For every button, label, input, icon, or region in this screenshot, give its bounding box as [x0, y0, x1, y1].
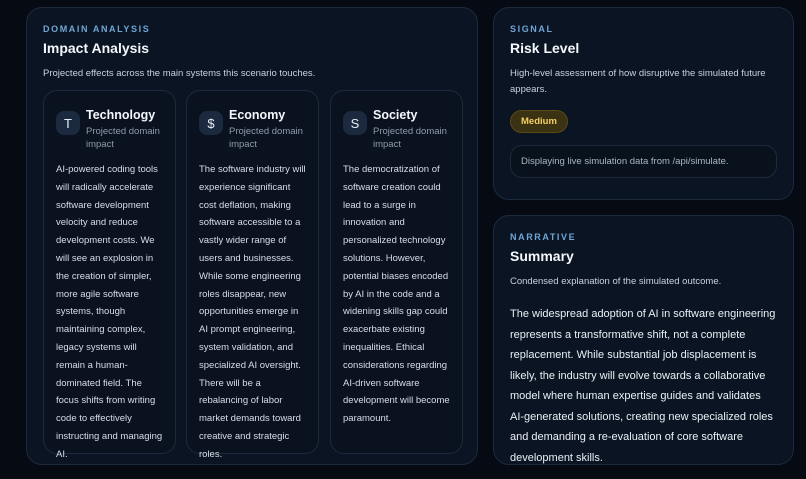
card-title: Society: [373, 108, 418, 122]
card-subtitle: Projected domain impact: [86, 126, 160, 150]
impact-title: Impact Analysis: [43, 40, 150, 56]
risk-level-badge: Medium: [510, 110, 568, 133]
dollar-icon: $: [199, 111, 223, 135]
card-body: AI-powered coding tools will radically accelerate software development velocity and reduce development costs. We will see an explosion in the creation of simpler, more agile software systems, though maintaining complex, legacy systems will remain a human-dominated field. The focus shifts from writing code to effectively instructing and managing AI.: [56, 164, 163, 460]
domain-card-economy: [186, 90, 319, 460]
card-subtitle: Projected domain impact: [373, 126, 447, 150]
domain-card-technology: [43, 90, 176, 460]
signal-eyebrow: SIGNAL: [510, 24, 554, 34]
summary-body: The widespread adoption of AI in software engineering represents a transformative shift, not a complete replacement. While substantial job displacement is likely, the industry will evolve towards a collaborative model where human expertise guides and validates AI-generated solutions, creating new specialized roles and demanding a re-evaluation of core software development skills.: [510, 308, 776, 464]
risk-level-title: Risk Level: [510, 40, 580, 56]
risk-level-panel: [493, 7, 794, 200]
card-title: Technology: [86, 108, 156, 122]
society-icon: S: [343, 111, 367, 135]
data-source-note: Displaying live simulation data from /api/simulate.: [510, 145, 777, 178]
technology-icon: T: [56, 111, 80, 135]
impact-eyebrow: DOMAIN ANALYSIS: [43, 24, 151, 34]
card-body: The software industry will experience significant cost deflation, making software accessible to a vastly wider range of users and businesses. While some engineering roles disappear, new opportunities emerge in AI prompt engineering, system validation, and specialized AI oversight. There will be a rebalancing of labor market demands toward creative and strategic roles.: [199, 164, 306, 460]
card-body: The democratization of software creation could lead to a surge in innovation and personalized technology solutions. However, potential biases encoded by AI in the code and a widening skills gap could exacerbate existing inequalities. Ethical considerations regarding AI-driven software development will become paramount.: [343, 164, 450, 425]
card-subtitle: Projected domain impact: [229, 126, 303, 150]
card-title: Economy: [229, 108, 286, 122]
narrative-eyebrow: NARRATIVE: [510, 232, 577, 242]
domain-cards: [43, 90, 461, 460]
impact-analysis-panel: [26, 7, 478, 465]
summary-panel: [493, 215, 794, 465]
summary-subtitle: Condensed explanation of the simulated outcome.: [510, 276, 722, 287]
risk-level-subtitle: High-level assessment of how disruptive the simulated future appears.: [510, 68, 766, 95]
impact-subtitle: Projected effects across the main systems this scenario touches.: [43, 68, 316, 79]
summary-title: Summary: [510, 248, 574, 264]
domain-card-society: [330, 90, 463, 454]
